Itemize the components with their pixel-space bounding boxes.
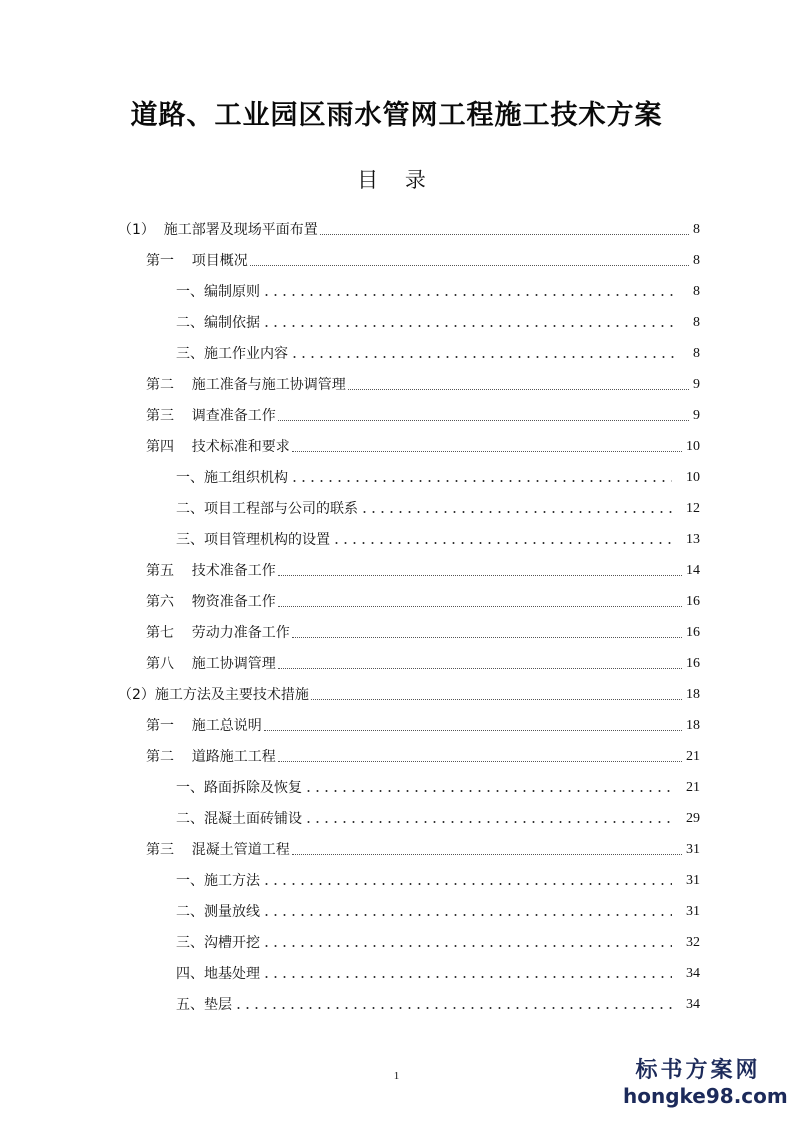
toc-dot-leader (292, 853, 682, 855)
toc-dot-leader (348, 388, 689, 390)
toc-entry-label: 第三 混凝土管道工程 (146, 842, 290, 858)
toc-entry[interactable] (176, 773, 700, 797)
toc-entry-page: 8 (693, 315, 700, 330)
toc-dot-leader (262, 976, 672, 978)
toc-entry-label: 一、路面拆除及恢复 (176, 780, 302, 796)
toc-entry[interactable] (146, 432, 700, 456)
toc-entry-page: 8 (693, 346, 700, 361)
toc-entry-label: 第七 劳动力准备工作 (146, 625, 290, 641)
toc-dot-leader (304, 821, 672, 823)
toc-dot-leader (234, 1007, 672, 1009)
toc-entry[interactable] (176, 339, 700, 363)
toc-entry[interactable] (176, 990, 700, 1014)
toc-entry-label: （1） 施工部署及现场平面布置 (118, 222, 318, 238)
toc-entry-label: 第八 施工协调管理 (146, 656, 276, 672)
toc-entry[interactable] (176, 463, 700, 487)
toc-entry-label: 第五 技术准备工作 (146, 563, 276, 579)
toc-entry-label: 三、施工作业内容 (176, 346, 288, 362)
toc-entry-label: 一、编制原则 (176, 284, 260, 300)
toc-entry[interactable] (146, 618, 700, 642)
toc-dot-leader (262, 325, 679, 327)
toc-entry-label: 三、项目管理机构的设置 (176, 532, 330, 548)
toc-dot-leader (290, 356, 679, 358)
toc-entry[interactable] (176, 928, 700, 952)
toc-entry-label: （2）施工方法及主要技术措施 (118, 687, 309, 703)
toc-entry-page: 16 (686, 625, 700, 640)
toc-dot-leader (262, 883, 672, 885)
toc-entry-page: 18 (686, 718, 700, 733)
toc-entry[interactable] (176, 897, 700, 921)
toc-entry-page: 16 (686, 656, 700, 671)
toc-entry-page: 31 (686, 873, 700, 888)
toc-entry[interactable] (146, 835, 700, 859)
toc-entry[interactable] (146, 587, 700, 611)
toc-dot-leader (304, 790, 672, 792)
toc-dot-leader (262, 914, 672, 916)
toc-dot-leader (278, 667, 682, 669)
toc-entry-label: 四、地基处理 (176, 966, 260, 982)
toc-entry-label: 第三 调查准备工作 (146, 408, 276, 424)
toc-entry-page: 21 (686, 780, 700, 795)
toc-entry[interactable] (118, 215, 700, 239)
toc-entry-page: 18 (686, 687, 700, 702)
toc-dot-leader (360, 511, 672, 513)
toc-entry-label: 第二 道路施工工程 (146, 749, 276, 765)
toc-entry-page: 8 (693, 284, 700, 299)
toc-entry-page: 13 (686, 532, 700, 547)
toc-dot-leader (290, 480, 672, 482)
toc-entry[interactable] (176, 308, 700, 332)
toc-entry[interactable] (146, 401, 700, 425)
toc-heading: 目 录 (357, 168, 436, 192)
toc-entry-page: 32 (686, 935, 700, 950)
toc-entry-label: 一、施工方法 (176, 873, 260, 889)
watermark-name: 标书方案网 (635, 1058, 761, 1083)
toc-entry[interactable] (176, 494, 700, 518)
toc-entry-label: 二、混凝土面砖铺设 (176, 811, 302, 827)
toc-dot-leader (278, 419, 689, 421)
toc-entry[interactable] (146, 711, 700, 735)
toc-dot-leader (332, 542, 672, 544)
toc-entry-page: 31 (686, 904, 700, 919)
toc-entry-label: 第一 项目概况 (146, 253, 248, 269)
page-number: 1 (393, 1070, 400, 1082)
toc-entry-page: 21 (686, 749, 700, 764)
toc-entry-label: 第一 施工总说明 (146, 718, 262, 734)
toc-entry-page: 8 (693, 253, 700, 268)
toc-entry-page: 12 (686, 501, 700, 516)
toc-dot-leader (320, 233, 689, 235)
toc-entry-label: 第六 物资准备工作 (146, 594, 276, 610)
toc-dot-leader (292, 450, 682, 452)
toc-entry-page: 14 (686, 563, 700, 578)
toc-dot-leader (262, 294, 679, 296)
document-title: 道路、工业园区雨水管网工程施工技术方案 (130, 100, 663, 131)
toc-dot-leader (278, 760, 682, 762)
toc-dot-leader (278, 574, 682, 576)
toc-entry[interactable] (146, 556, 700, 580)
toc-entry[interactable] (176, 866, 700, 890)
toc-entry[interactable] (176, 804, 700, 828)
toc-entry[interactable] (176, 525, 700, 549)
toc-entry-page: 10 (686, 439, 700, 454)
toc-entry-label: 二、测量放线 (176, 904, 260, 920)
toc-entry-label: 第二 施工准备与施工协调管理 (146, 377, 346, 393)
toc-entry-page: 9 (693, 377, 700, 392)
toc-dot-leader (262, 945, 672, 947)
toc-entry-page: 34 (686, 997, 700, 1012)
toc-entry[interactable] (176, 959, 700, 983)
toc-entry-page: 29 (686, 811, 700, 826)
toc-entry-page: 10 (686, 470, 700, 485)
toc-dot-leader (292, 636, 682, 638)
toc-entry[interactable] (146, 246, 700, 270)
toc-entry-page: 34 (686, 966, 700, 981)
toc-entry[interactable] (118, 680, 700, 704)
toc-entry-label: 第四 技术标准和要求 (146, 439, 290, 455)
toc-entry-page: 8 (693, 222, 700, 237)
toc-dot-leader (250, 264, 689, 266)
toc-dot-leader (311, 698, 682, 700)
toc-entry-label: 二、项目工程部与公司的联系 (176, 501, 358, 517)
toc-entry-page: 16 (686, 594, 700, 609)
toc-dot-leader (278, 605, 682, 607)
toc-entry-label: 三、沟槽开挖 (176, 935, 260, 951)
toc-entry-label: 二、编制依据 (176, 315, 260, 331)
toc-entry[interactable] (146, 649, 700, 673)
watermark-logo (623, 1058, 788, 1108)
toc-entry[interactable] (176, 277, 700, 301)
toc-entry-label: 五、垫层 (176, 997, 232, 1013)
toc-entry-page: 9 (693, 408, 700, 423)
toc-entry-page: 31 (686, 842, 700, 857)
toc-entry[interactable] (146, 742, 700, 766)
toc-entry[interactable] (146, 370, 700, 394)
toc-dot-leader (264, 729, 682, 731)
toc-entry-label: 一、施工组织机构 (176, 470, 288, 486)
watermark-url: hongke98.com (623, 1084, 788, 1108)
